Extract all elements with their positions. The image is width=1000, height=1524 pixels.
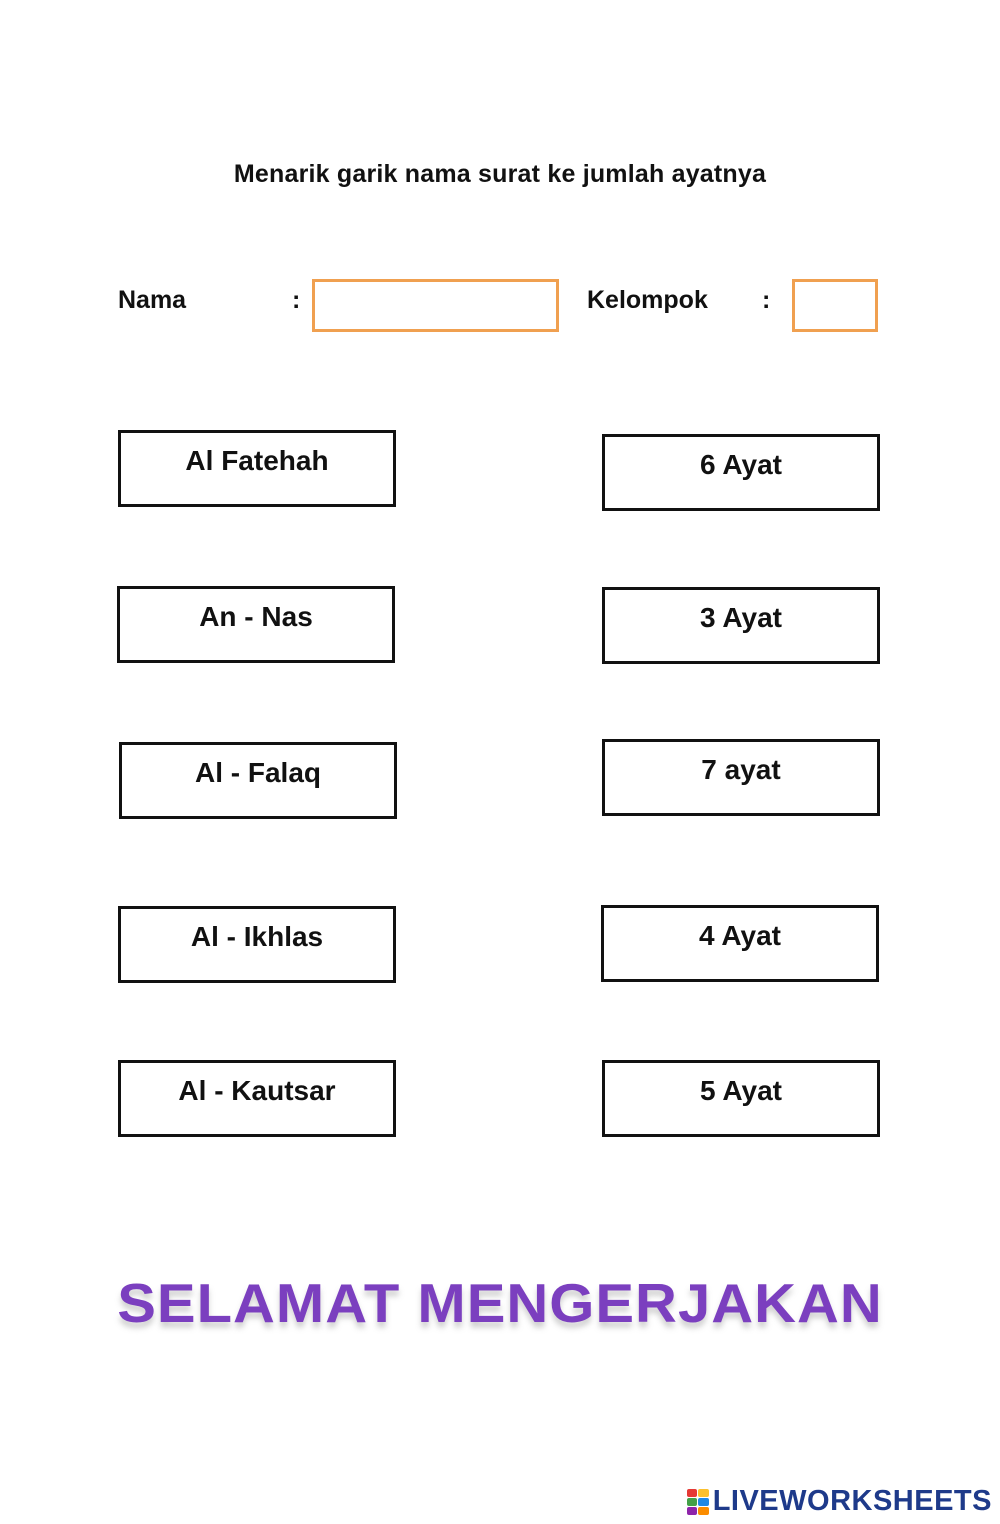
group-input[interactable] [792, 279, 878, 332]
name-label: Nama [118, 286, 187, 314]
ayat-box-4[interactable]: 4 Ayat [601, 905, 879, 982]
group-label: Kelompok [587, 286, 708, 314]
instruction-title: Menarik garik nama surat ke jumlah ayatnya [233, 160, 767, 188]
brand-footer[interactable] [687, 1485, 992, 1518]
surah-box-al-ikhlas[interactable]: Al - Ikhlas [118, 906, 396, 983]
group-colon: : [762, 286, 771, 314]
ayat-box-6[interactable]: 6 Ayat [602, 434, 880, 511]
surah-box-al-kautsar[interactable]: Al - Kautsar [118, 1060, 396, 1137]
surah-box-an-nas[interactable]: An - Nas [117, 586, 395, 663]
brand-name: LIVEWORKSHEETS [712, 1485, 992, 1517]
surah-box-al-falaq[interactable]: Al - Falaq [119, 742, 397, 819]
ayat-box-3[interactable]: 3 Ayat [602, 587, 880, 664]
ayat-box-7[interactable]: 7 ayat [602, 739, 880, 816]
name-input[interactable] [312, 279, 559, 332]
surah-box-al-fatehah[interactable]: Al Fatehah [118, 430, 396, 507]
name-colon: : [292, 286, 301, 314]
liveworksheets-logo-icon [687, 1489, 709, 1515]
ayat-box-5[interactable]: 5 Ayat [602, 1060, 880, 1137]
footer-message: SELAMAT MENGERJAKAN [117, 1272, 883, 1335]
